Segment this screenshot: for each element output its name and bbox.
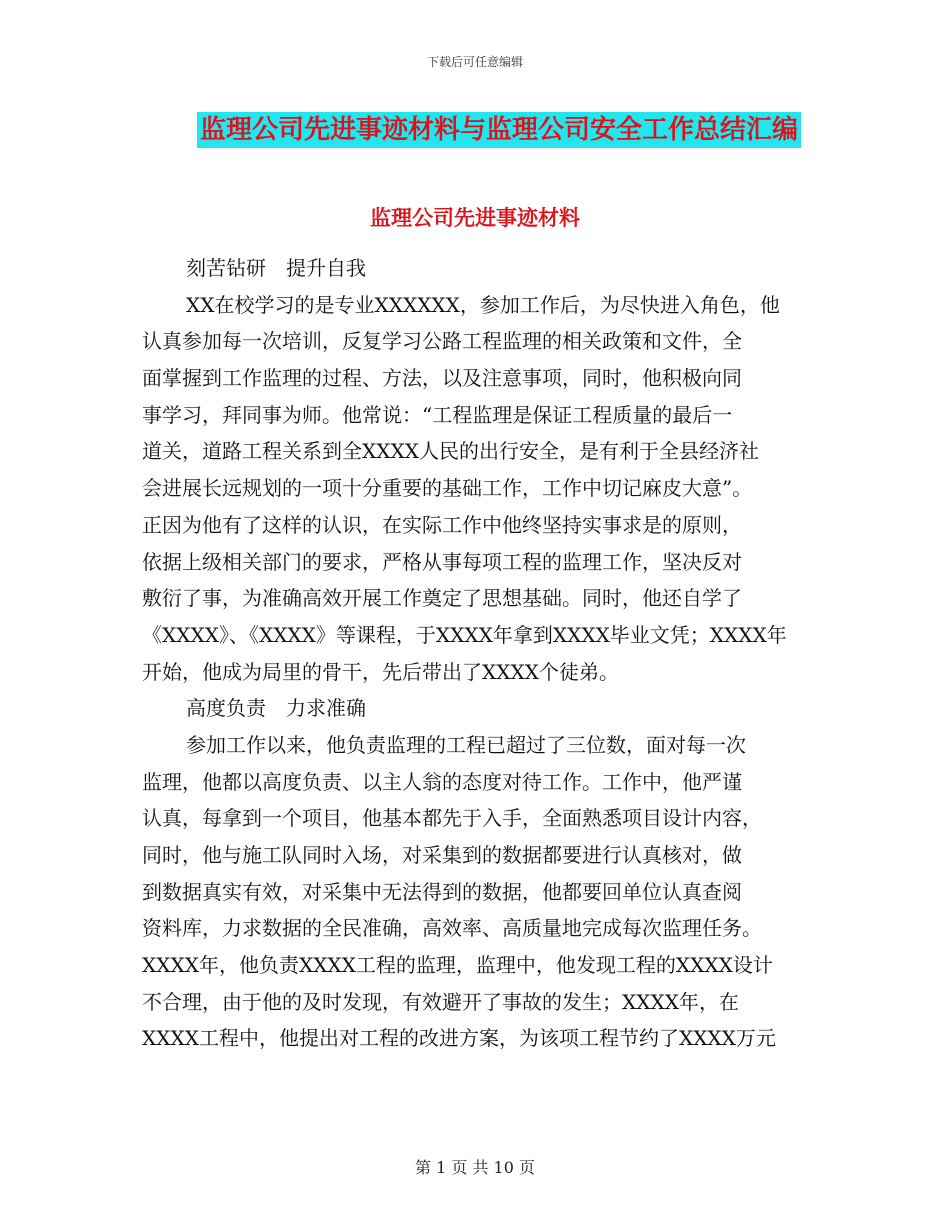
text-line: 认真，每拿到一个项目，他基本都先于入手，全面熟悉项目设计内容， [142,806,762,831]
text-line: 《XXXX》、《XXXX》等课程，于XXXX年拿到XXXX毕业文凭；XXXX年 [142,622,787,647]
text-line: 高度负责 力求准确 [186,696,366,721]
text-line: 事学习，拜同事为师。他常说：“工程监理是保证工程质量的最后一 [142,402,733,427]
text-line: 正因为他有了这样的认识，在实际工作中他终坚持实事求是的原则， [142,512,742,537]
text-line: 参加工作以来，他负责监理的工程已超过了三位数，面对每一次 [186,732,746,757]
text-line: 到数据真实有效，对采集中无法得到的数据，他都要回单位认真查阅 [142,879,742,904]
text-line: XX在校学习的是专业XXXXXX，参加工作后，为尽快进入角色，他 [186,292,780,317]
main-title: 监理公司先进事迹材料与监理公司安全工作总结汇编 [197,112,801,148]
text-line: 道关，道路工程关系到全XXXX人民的出行安全，是有利于全县经济社 [142,439,759,464]
text-line: 不合理，由于他的及时发现，有效避开了事故的发生；XXXX年，在 [142,989,739,1014]
text-line: 依据上级相关部门的要求，严格从事每项工程的监理工作，坚决反对 [142,549,742,574]
body-text [142,250,807,1057]
text-line: XXXX工程中，他提出对工程的改进方案，为该项工程节约了XXXX万元 [142,1026,776,1051]
text-line: 刻苦钻研 提升自我 [186,256,366,280]
page-footer: 第 1 页 共 10 页 [415,1158,535,1177]
main-title-container [0,112,950,148]
section-title: 监理公司先进事迹材料 [370,206,580,230]
text-line: 会进展长远规划的一项十分重要的基础工作，工作中切记麻皮大意”。 [142,476,753,501]
text-line: 面掌握到工作监理的过程、方法，以及注意事项，同时，他积极向同 [142,366,742,391]
text-line: 资料库，力求数据的全民准确，高效率、高质量地完成每次监理任务。 [142,916,762,941]
header-note: 下载后可任意编辑 [426,55,523,69]
text-line: XXXX年，他负责XXXX工程的监理，监理中，他发现工程的XXXX设计 [142,953,773,978]
text-line: 认真参加每一次培训，反复学习公路工程监理的相关政策和文件，全 [142,329,742,354]
text-line: 敷衍了事，为准确高效开展工作奠定了思想基础。同时，他还自学了 [142,586,742,611]
text-line: 开始，他成为局里的骨干，先后带出了XXXX个徒弟。 [142,659,619,684]
text-line: 监理，他都以高度负责、以主人翁的态度对待工作。工作中，他严谨 [142,769,742,794]
text-line: 同时，他与施工队同时入场，对采集到的数据都要进行认真核对，做 [142,843,742,867]
